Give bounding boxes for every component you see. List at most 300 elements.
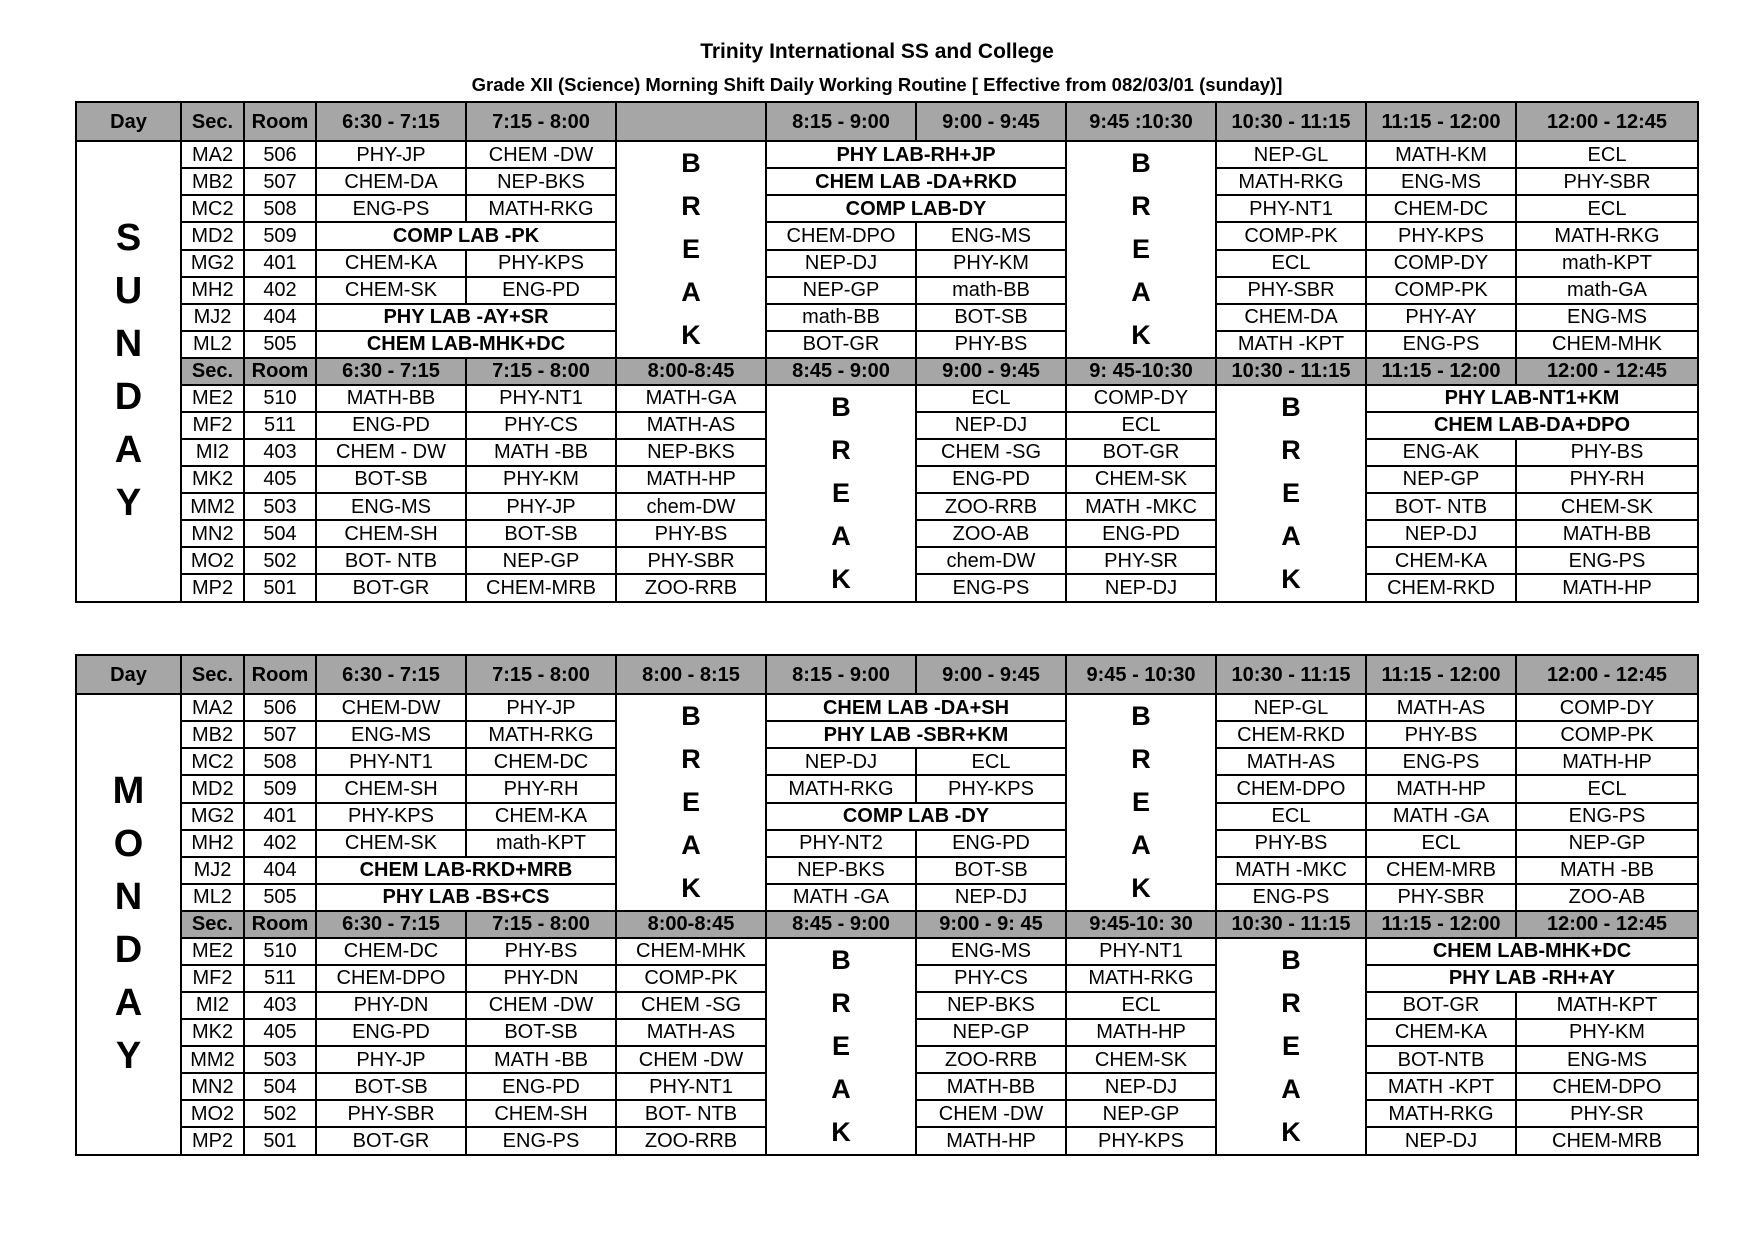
section-cell: MP2 bbox=[181, 574, 244, 601]
column-header: 10:30 - 11:15 bbox=[1216, 358, 1366, 385]
period-cell: ENG-MS bbox=[916, 938, 1066, 965]
room-cell: 510 bbox=[244, 938, 316, 965]
column-header: 6:30 - 7:15 bbox=[316, 358, 466, 385]
monday-routine-table bbox=[75, 654, 1699, 1156]
period-cell: CHEM-DC bbox=[466, 748, 616, 775]
day-letter: D bbox=[114, 376, 143, 419]
period-cell: COMP-PK bbox=[1216, 222, 1366, 249]
period-cell: PHY-BS bbox=[1366, 721, 1516, 748]
period-cell: PHY-KPS bbox=[316, 803, 466, 830]
break-column bbox=[616, 694, 766, 911]
column-header: 7:15 - 8:00 bbox=[466, 911, 616, 938]
room-cell: 509 bbox=[244, 775, 316, 802]
period-cell: PHY-NT1 bbox=[1066, 938, 1216, 965]
period-cell: math-KPT bbox=[1516, 250, 1698, 277]
period-cell: PHY-KPS bbox=[1066, 1127, 1216, 1154]
break-letter: R bbox=[1131, 191, 1151, 221]
column-header: Sec. bbox=[181, 655, 244, 694]
period-cell: PHY-JP bbox=[316, 1046, 466, 1073]
period-cell: ENG-PD bbox=[916, 830, 1066, 857]
column-header: Sec. bbox=[181, 358, 244, 385]
period-cell: CHEM-DA bbox=[1216, 304, 1366, 331]
lab-cell: CHEM LAB-MHK+DC bbox=[1366, 938, 1698, 965]
period-cell: PHY-SBR bbox=[1216, 277, 1366, 304]
period-cell: CHEM-RKD bbox=[1366, 574, 1516, 601]
period-cell: BOT-GR bbox=[766, 331, 916, 358]
section-cell: MN2 bbox=[181, 520, 244, 547]
break-letter: R bbox=[1131, 744, 1151, 774]
table-row bbox=[76, 331, 1698, 358]
break-letter: B bbox=[1131, 148, 1151, 178]
period-cell: PHY-KPS bbox=[466, 250, 616, 277]
period-cell: PHY-DN bbox=[466, 965, 616, 992]
period-cell: CHEM-SH bbox=[316, 775, 466, 802]
period-cell: PHY-DN bbox=[316, 992, 466, 1019]
break-letter: R bbox=[1281, 987, 1301, 1018]
period-cell: PHY-NT1 bbox=[466, 385, 616, 412]
day-letter: M bbox=[112, 770, 145, 813]
section-cell: MK2 bbox=[181, 1019, 244, 1046]
period-cell: BOT- NTB bbox=[1366, 493, 1516, 520]
period-cell: BOT- NTB bbox=[316, 547, 466, 574]
break-letter: R bbox=[831, 434, 851, 465]
column-header: 8:15 - 9:00 bbox=[766, 655, 916, 694]
period-cell: PHY-KM bbox=[1516, 1019, 1698, 1046]
period-cell: MATH-RKG bbox=[1516, 222, 1698, 249]
room-cell: 511 bbox=[244, 965, 316, 992]
period-cell: PHY-KM bbox=[916, 250, 1066, 277]
column-header: 9:45 :10:30 bbox=[1066, 102, 1216, 141]
period-cell: NEP-BKS bbox=[916, 992, 1066, 1019]
period-cell: ZOO-RRB bbox=[916, 1046, 1066, 1073]
table-row bbox=[76, 857, 1698, 884]
period-cell: ENG-PS bbox=[466, 1127, 616, 1154]
section-cell: MJ2 bbox=[181, 304, 244, 331]
room-cell: 405 bbox=[244, 1019, 316, 1046]
section-cell: MF2 bbox=[181, 412, 244, 439]
period-cell: CHEM-MRB bbox=[1516, 1127, 1698, 1154]
table-row bbox=[76, 195, 1698, 222]
period-cell: math-GA bbox=[1516, 277, 1698, 304]
table-row bbox=[76, 694, 1698, 721]
period-cell: math-BB bbox=[766, 304, 916, 331]
period-cell: CHEM-SK bbox=[316, 830, 466, 857]
break-letter: B bbox=[831, 391, 851, 422]
lab-cell: PHY LAB -BS+CS bbox=[316, 884, 616, 911]
room-cell: 403 bbox=[244, 992, 316, 1019]
section-cell: MB2 bbox=[181, 168, 244, 195]
column-header: Sec. bbox=[181, 911, 244, 938]
period-cell: ENG-MS bbox=[1366, 168, 1516, 195]
break-letter: A bbox=[1131, 277, 1151, 307]
period-cell: CHEM-SK bbox=[316, 277, 466, 304]
section-cell: MO2 bbox=[181, 1100, 244, 1127]
column-header: 8:15 - 9:00 bbox=[766, 102, 916, 141]
room-cell: 405 bbox=[244, 466, 316, 493]
period-cell: ENG-PD bbox=[466, 277, 616, 304]
column-header: 8:00-8:45 bbox=[616, 911, 766, 938]
period-cell: NEP-BKS bbox=[766, 857, 916, 884]
table-row bbox=[76, 775, 1698, 802]
lab-cell: PHY LAB-NT1+KM bbox=[1366, 385, 1698, 412]
period-cell: MATH-RKG bbox=[466, 721, 616, 748]
break-letter: B bbox=[1281, 944, 1301, 975]
header-row-secondary bbox=[76, 911, 1698, 938]
break-letter: B bbox=[681, 148, 701, 178]
period-cell: CHEM-SK bbox=[1066, 1046, 1216, 1073]
column-header: 8:45 - 9:00 bbox=[766, 358, 916, 385]
period-cell: PHY-BS bbox=[916, 331, 1066, 358]
period-cell: PHY-SBR bbox=[316, 1100, 466, 1127]
period-cell: PHY-KPS bbox=[1366, 222, 1516, 249]
period-cell: MATH-AS bbox=[616, 412, 766, 439]
column-header: 6:30 - 7:15 bbox=[316, 655, 466, 694]
period-cell: NEP-GP bbox=[466, 547, 616, 574]
room-cell: 508 bbox=[244, 748, 316, 775]
room-cell: 508 bbox=[244, 195, 316, 222]
period-cell: PHY-SR bbox=[1066, 547, 1216, 574]
table-row bbox=[76, 168, 1698, 195]
period-cell: CHEM-DW bbox=[316, 694, 466, 721]
column-header: Room bbox=[244, 655, 316, 694]
header-row-secondary bbox=[76, 358, 1698, 385]
period-cell: PHY-NT1 bbox=[616, 1073, 766, 1100]
section-cell: ME2 bbox=[181, 938, 244, 965]
period-cell: CHEM-SH bbox=[466, 1100, 616, 1127]
room-cell: 506 bbox=[244, 141, 316, 168]
column-header: Sec. bbox=[181, 102, 244, 141]
room-cell: 401 bbox=[244, 803, 316, 830]
period-cell: BOT-SB bbox=[316, 1073, 466, 1100]
period-cell: ZOO-AB bbox=[916, 520, 1066, 547]
section-cell: MM2 bbox=[181, 493, 244, 520]
room-cell: 403 bbox=[244, 439, 316, 466]
period-cell: CHEM -SG bbox=[916, 439, 1066, 466]
period-cell: PHY-NT1 bbox=[316, 748, 466, 775]
room-cell: 507 bbox=[244, 168, 316, 195]
column-header: 9:00 - 9:45 bbox=[916, 358, 1066, 385]
period-cell: COMP-DY bbox=[1066, 385, 1216, 412]
period-cell: COMP-DY bbox=[1366, 250, 1516, 277]
period-cell: ENG-MS bbox=[916, 222, 1066, 249]
section-cell: MD2 bbox=[181, 775, 244, 802]
period-cell: ENG-PD bbox=[316, 1019, 466, 1046]
table-row bbox=[76, 250, 1698, 277]
table-row bbox=[76, 385, 1698, 412]
period-cell: MATH -KPT bbox=[1216, 331, 1366, 358]
period-cell: ENG-PS bbox=[316, 195, 466, 222]
column-header: 7:15 - 8:00 bbox=[466, 655, 616, 694]
period-cell: CHEM -DW bbox=[466, 992, 616, 1019]
column-header: 12:00 - 12:45 bbox=[1516, 358, 1698, 385]
period-cell: PHY-RH bbox=[1516, 466, 1698, 493]
column-header: 8:45 - 9:00 bbox=[766, 911, 916, 938]
day-letter: Y bbox=[115, 482, 142, 525]
period-cell: PHY-BS bbox=[466, 938, 616, 965]
period-cell: COMP-PK bbox=[1366, 277, 1516, 304]
period-cell: MATH-HP bbox=[1516, 574, 1698, 601]
period-cell: CHEM-MHK bbox=[1516, 331, 1698, 358]
period-cell: MATH-AS bbox=[1216, 748, 1366, 775]
section-cell: MA2 bbox=[181, 694, 244, 721]
room-cell: 501 bbox=[244, 1127, 316, 1154]
period-cell: ECL bbox=[916, 385, 1066, 412]
break-letter: K bbox=[1281, 1116, 1301, 1147]
break-letter: A bbox=[1131, 830, 1151, 860]
period-cell: PHY-SBR bbox=[1366, 884, 1516, 911]
room-cell: 511 bbox=[244, 412, 316, 439]
period-cell: MATH -GA bbox=[1366, 803, 1516, 830]
lab-cell: COMP LAB -PK bbox=[316, 222, 616, 249]
period-cell: ECL bbox=[1066, 992, 1216, 1019]
break-letter: K bbox=[831, 563, 851, 594]
break-letter: A bbox=[1281, 1073, 1301, 1104]
period-cell: MATH-HP bbox=[616, 466, 766, 493]
period-cell: MATH-AS bbox=[616, 1019, 766, 1046]
section-cell: MH2 bbox=[181, 830, 244, 857]
period-cell: MATH -BB bbox=[466, 439, 616, 466]
section-cell: MO2 bbox=[181, 547, 244, 574]
lab-cell: PHY LAB -SBR+KM bbox=[766, 721, 1066, 748]
period-cell: ECL bbox=[1066, 412, 1216, 439]
period-cell: NEP-GP bbox=[916, 1019, 1066, 1046]
break-letter: R bbox=[1281, 434, 1301, 465]
section-cell: MH2 bbox=[181, 277, 244, 304]
column-header: 10:30 - 11:15 bbox=[1216, 102, 1366, 141]
lab-cell: CHEM LAB -DA+SH bbox=[766, 694, 1066, 721]
period-cell: MATH-RKG bbox=[1366, 1100, 1516, 1127]
break-letter: E bbox=[681, 787, 700, 817]
section-cell: MP2 bbox=[181, 1127, 244, 1154]
period-cell: MATH-HP bbox=[1066, 1019, 1216, 1046]
period-cell: NEP-DJ bbox=[766, 250, 916, 277]
break-letter: B bbox=[1131, 701, 1151, 731]
period-cell: PHY-BS bbox=[1216, 830, 1366, 857]
period-cell: ENG-MS bbox=[1516, 304, 1698, 331]
column-header: 12:00 - 12:45 bbox=[1516, 102, 1698, 141]
period-cell: NEP-DJ bbox=[916, 884, 1066, 911]
period-cell: MATH-AS bbox=[1366, 694, 1516, 721]
period-cell: CHEM-SK bbox=[1066, 466, 1216, 493]
section-cell: MD2 bbox=[181, 222, 244, 249]
section-cell: ML2 bbox=[181, 884, 244, 911]
period-cell: ENG-PS bbox=[1366, 748, 1516, 775]
break-letter: B bbox=[681, 701, 701, 731]
column-header: 9: 45-10:30 bbox=[1066, 358, 1216, 385]
day-letter: Y bbox=[115, 1035, 142, 1078]
break-letter: E bbox=[1281, 477, 1300, 508]
period-cell: CHEM-DC bbox=[316, 938, 466, 965]
period-cell: BOT-SB bbox=[466, 1019, 616, 1046]
section-cell: MI2 bbox=[181, 992, 244, 1019]
table-row bbox=[76, 721, 1698, 748]
header-row bbox=[76, 102, 1698, 141]
column-header: 6:30 - 7:15 bbox=[316, 102, 466, 141]
period-cell: NEP-GP bbox=[1066, 1100, 1216, 1127]
column-header: 8:00-8:45 bbox=[616, 358, 766, 385]
sunday-routine-table bbox=[75, 101, 1699, 603]
period-cell: ZOO-RRB bbox=[916, 493, 1066, 520]
day-letter: N bbox=[114, 876, 143, 919]
period-cell: PHY-BS bbox=[1516, 439, 1698, 466]
period-cell: CHEM-DPO bbox=[766, 222, 916, 249]
section-cell: MM2 bbox=[181, 1046, 244, 1073]
section-cell: MA2 bbox=[181, 141, 244, 168]
period-cell: ENG-PD bbox=[316, 412, 466, 439]
period-cell: BOT-GR bbox=[316, 1127, 466, 1154]
lab-cell: CHEM LAB-RKD+MRB bbox=[316, 857, 616, 884]
table-row bbox=[76, 277, 1698, 304]
period-cell: BOT-GR bbox=[1366, 992, 1516, 1019]
period-cell: CHEM-MHK bbox=[616, 938, 766, 965]
section-cell: MG2 bbox=[181, 250, 244, 277]
column-header: 7:15 - 8:00 bbox=[466, 102, 616, 141]
period-cell: MATH-BB bbox=[316, 385, 466, 412]
break-column bbox=[1066, 141, 1216, 358]
break-column bbox=[766, 385, 916, 602]
period-cell: MATH -BB bbox=[466, 1046, 616, 1073]
period-cell: ENG-PS bbox=[1516, 803, 1698, 830]
room-cell: 501 bbox=[244, 574, 316, 601]
period-cell: PHY-AY bbox=[1366, 304, 1516, 331]
period-cell: COMP-PK bbox=[616, 965, 766, 992]
period-cell: CHEM-MRB bbox=[1366, 857, 1516, 884]
break-letter: B bbox=[831, 944, 851, 975]
column-header: 12:00 - 12:45 bbox=[1516, 655, 1698, 694]
period-cell: ECL bbox=[1366, 830, 1516, 857]
break-column bbox=[1216, 385, 1366, 602]
lab-cell: CHEM LAB -DA+RKD bbox=[766, 168, 1066, 195]
break-letter: E bbox=[831, 1030, 850, 1061]
table-row bbox=[76, 803, 1698, 830]
period-cell: chem-DW bbox=[916, 547, 1066, 574]
day-letter: D bbox=[114, 929, 143, 972]
period-cell: NEP-DJ bbox=[1066, 1073, 1216, 1100]
lab-cell: PHY LAB -RH+AY bbox=[1366, 965, 1698, 992]
break-column bbox=[616, 141, 766, 358]
column-header: 7:15 - 8:00 bbox=[466, 358, 616, 385]
room-cell: 402 bbox=[244, 277, 316, 304]
period-cell: CHEM - DW bbox=[316, 439, 466, 466]
period-cell: PHY-KM bbox=[466, 466, 616, 493]
period-cell: MATH-RKG bbox=[1066, 965, 1216, 992]
day-letter: O bbox=[113, 823, 144, 866]
period-cell: MATH-BB bbox=[916, 1073, 1066, 1100]
section-cell: MI2 bbox=[181, 439, 244, 466]
break-column bbox=[1216, 938, 1366, 1155]
period-cell: MATH -KPT bbox=[1366, 1073, 1516, 1100]
period-cell: ENG-PD bbox=[466, 1073, 616, 1100]
period-cell: NEP-DJ bbox=[1066, 574, 1216, 601]
period-cell: ZOO-RRB bbox=[616, 1127, 766, 1154]
lab-cell: CHEM LAB-MHK+DC bbox=[316, 331, 616, 358]
page-subtitle: Grade XII (Science) Morning Shift Daily Working Routine [ Effective from 082/03/01 (sunday)] bbox=[471, 74, 1283, 95]
period-cell: BOT-SB bbox=[916, 857, 1066, 884]
period-cell: ENG-PS bbox=[1516, 547, 1698, 574]
period-cell: PHY-SBR bbox=[616, 547, 766, 574]
column-header: 11:15 - 12:00 bbox=[1366, 655, 1516, 694]
period-cell: PHY-CS bbox=[466, 412, 616, 439]
period-cell: CHEM-DA bbox=[316, 168, 466, 195]
room-cell: 503 bbox=[244, 1046, 316, 1073]
lab-cell: COMP LAB -DY bbox=[766, 803, 1066, 830]
day-letter: U bbox=[114, 270, 143, 313]
period-cell: NEP-BKS bbox=[616, 439, 766, 466]
period-cell: ZOO-AB bbox=[1516, 884, 1698, 911]
break-letter: E bbox=[681, 234, 700, 264]
table-row bbox=[76, 748, 1698, 775]
period-cell: MATH -MKC bbox=[1216, 857, 1366, 884]
period-cell: ECL bbox=[1216, 250, 1366, 277]
lab-cell: COMP LAB-DY bbox=[766, 195, 1066, 222]
room-cell: 401 bbox=[244, 250, 316, 277]
lab-cell: PHY LAB-RH+JP bbox=[766, 141, 1066, 168]
period-cell: PHY-CS bbox=[916, 965, 1066, 992]
period-cell: PHY-JP bbox=[466, 694, 616, 721]
column-header: 11:15 - 12:00 bbox=[1366, 102, 1516, 141]
period-cell: NEP-GL bbox=[1216, 141, 1366, 168]
section-cell: MG2 bbox=[181, 803, 244, 830]
period-cell: PHY-JP bbox=[316, 141, 466, 168]
period-cell: MATH-RKG bbox=[466, 195, 616, 222]
header-row bbox=[76, 655, 1698, 694]
column-header: Day bbox=[76, 655, 181, 694]
period-cell: CHEM -SG bbox=[616, 992, 766, 1019]
period-cell: CHEM-DPO bbox=[1516, 1073, 1698, 1100]
period-cell: MATH-HP bbox=[1366, 775, 1516, 802]
period-cell: PHY-KPS bbox=[916, 775, 1066, 802]
break-letter: K bbox=[1281, 563, 1301, 594]
section-cell: MB2 bbox=[181, 721, 244, 748]
column-header: 9:45-10: 30 bbox=[1066, 911, 1216, 938]
break-letter: R bbox=[681, 744, 701, 774]
period-cell: MATH-KPT bbox=[1516, 992, 1698, 1019]
column-header: 9:45 - 10:30 bbox=[1066, 655, 1216, 694]
period-cell: BOT-GR bbox=[1066, 439, 1216, 466]
table-row bbox=[76, 830, 1698, 857]
column-header: 6:30 - 7:15 bbox=[316, 911, 466, 938]
period-cell: MATH -MKC bbox=[1066, 493, 1216, 520]
period-cell: CHEM-KA bbox=[1366, 1019, 1516, 1046]
room-cell: 404 bbox=[244, 304, 316, 331]
room-cell: 503 bbox=[244, 493, 316, 520]
period-cell: ECL bbox=[1516, 195, 1698, 222]
room-cell: 505 bbox=[244, 331, 316, 358]
period-cell: CHEM-MRB bbox=[466, 574, 616, 601]
period-cell: ECL bbox=[1516, 141, 1698, 168]
period-cell: NEP-BKS bbox=[466, 168, 616, 195]
column-header: Room bbox=[244, 911, 316, 938]
period-cell: ECL bbox=[916, 748, 1066, 775]
period-cell: PHY-SBR bbox=[1516, 168, 1698, 195]
day-label bbox=[76, 694, 181, 1155]
break-letter: K bbox=[1131, 873, 1151, 903]
section-cell: MN2 bbox=[181, 1073, 244, 1100]
period-cell: BOT-SB bbox=[466, 520, 616, 547]
period-cell: CHEM-KA bbox=[316, 250, 466, 277]
column-header: 9:00 - 9:45 bbox=[916, 102, 1066, 141]
period-cell: BOT-GR bbox=[316, 574, 466, 601]
room-cell: 502 bbox=[244, 547, 316, 574]
period-cell: CHEM-DPO bbox=[1216, 775, 1366, 802]
period-cell: ENG-PD bbox=[1066, 520, 1216, 547]
period-cell: COMP-DY bbox=[1516, 694, 1698, 721]
period-cell: CHEM-SH bbox=[316, 520, 466, 547]
period-cell: ENG-MS bbox=[1516, 1046, 1698, 1073]
period-cell: PHY-RH bbox=[466, 775, 616, 802]
period-cell: math-KPT bbox=[466, 830, 616, 857]
section-cell: MJ2 bbox=[181, 857, 244, 884]
